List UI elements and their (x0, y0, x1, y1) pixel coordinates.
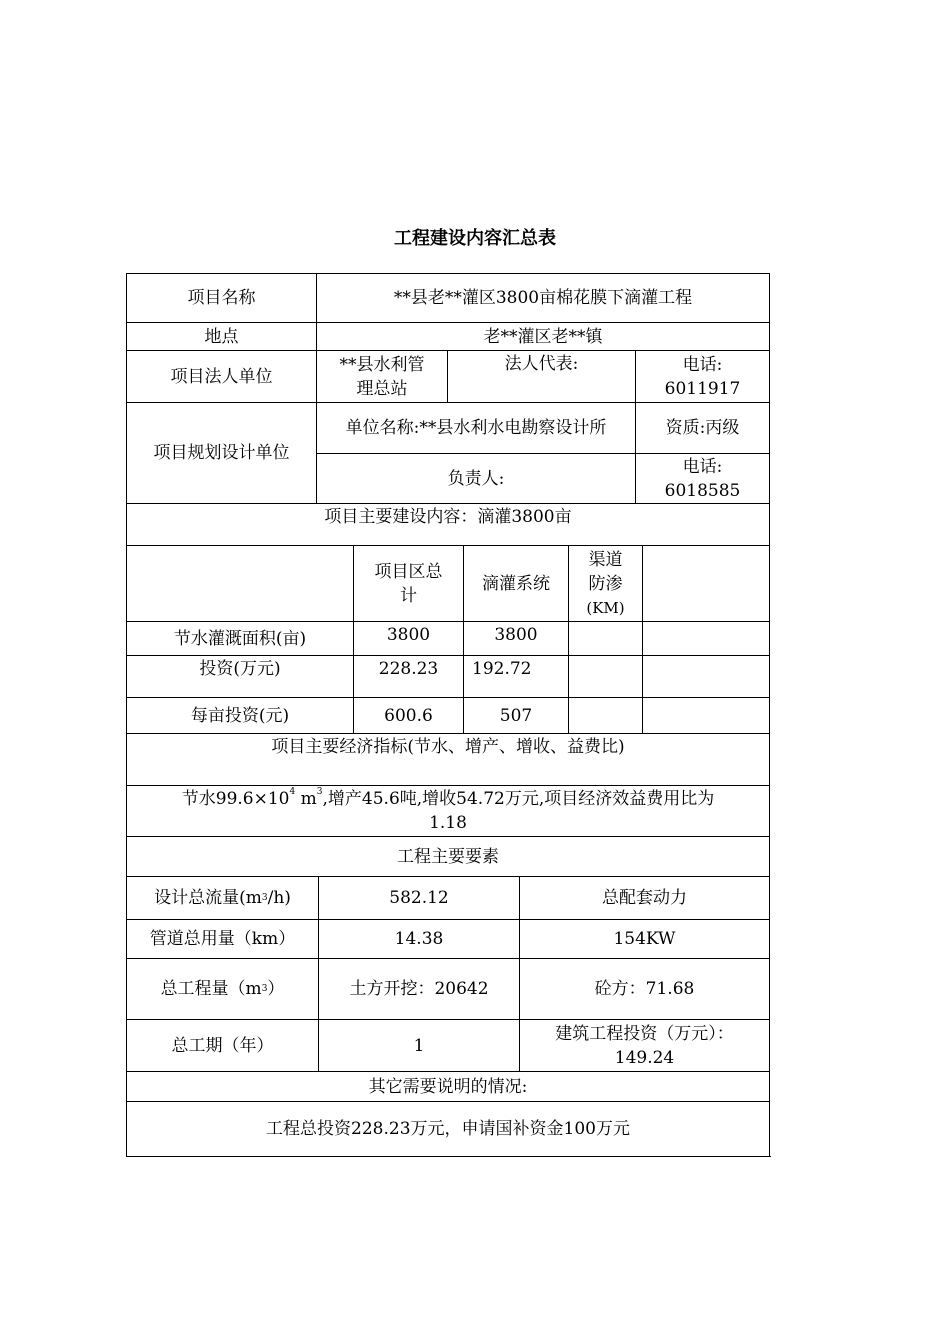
notes-text: 工程总投资228.23万元，申请国补资金100万元 (266, 1119, 630, 1139)
legal-phone-value: 6011917 (664, 378, 741, 399)
header-channel-line2: 防渗 (588, 573, 623, 594)
elements-heading: 工程主要要素 (397, 846, 499, 867)
economic-line1: 节水$99.6\times 10^4$ $m^3$,增产45.6吨,增收54.72万元,项目经济效益费用比为 (181, 787, 715, 809)
build-invest-line2: 149.24 (614, 1047, 675, 1068)
pipe-value: 14.38 (394, 929, 444, 949)
legal-phone (636, 351, 769, 402)
economic-text (127, 786, 769, 836)
header-total (354, 546, 463, 621)
legal-entity-unit (317, 351, 447, 402)
row-permu-total: 600.6 (384, 705, 433, 726)
concrete-value: 砼方：71.68 (594, 979, 695, 999)
row-permu-drip: 507 (499, 705, 533, 726)
legal-entity-label: 项目法人单位 (170, 366, 273, 387)
legal-entity-unit-line2: 理总站 (356, 378, 408, 399)
project-name-label: 项目名称 (187, 288, 256, 308)
main-content: 项目主要建设内容：滴灌3800亩 (324, 507, 572, 527)
economic-heading: 项目主要经济指标(节水、增产、增收、益费比) (271, 737, 625, 757)
location-label: 地点 (204, 326, 239, 347)
notes-heading: 其它需要说明的情况: (368, 1076, 528, 1097)
period-label: 总工期（年） (171, 1035, 274, 1056)
location-value: 老**灌区老**镇 (483, 326, 603, 347)
flow-label: 设计总流量(m 3 /h) (154, 888, 291, 908)
project-name-value: **县老**灌区3800亩棉花膜下滴灌工程 (393, 288, 693, 308)
header-channel-line3: (KM) (586, 598, 625, 617)
row-area-drip: 3800 (494, 625, 538, 645)
period-value: 1 (413, 1035, 425, 1056)
build-invest-line1: 建筑工程投资（万元）： (555, 1023, 734, 1044)
row-invest-total: 228.23 (378, 659, 439, 679)
design-phone-label: 电话: (682, 456, 723, 477)
flow-value: 582.12 (389, 888, 449, 908)
header-total-line1: 项目区总 (374, 561, 443, 582)
design-qualification: 资质:丙级 (665, 418, 740, 438)
economic-line2: 1.18 (429, 813, 467, 833)
design-phone-value: 6018585 (664, 480, 741, 501)
design-phone (636, 454, 769, 503)
legal-phone-label: 电话: (682, 354, 723, 375)
design-person-label: 负责人: (447, 468, 505, 489)
page-title: 工程建设内容汇总表 (394, 228, 556, 249)
work-label: 总工程量（m 3 ） (160, 979, 285, 999)
power-label: 总配套动力 (602, 888, 687, 908)
design-unit-label: 项目规划设计单位 (153, 443, 290, 463)
header-total-line2: 计 (400, 585, 417, 606)
power-value: 154KW (613, 929, 676, 949)
row-area-label: 节水灌溉面积(亩) (173, 628, 307, 649)
legal-rep-label: 法人代表: (504, 354, 579, 374)
design-unit-name: 单位名称:**县水利水电勘察设计所 (345, 418, 607, 438)
row-permu-label: 每亩投资(元) (190, 705, 290, 726)
legal-entity-unit-line1: **县水利管 (339, 354, 425, 375)
row-area-total: 3800 (386, 625, 431, 645)
header-channel (569, 546, 642, 621)
build-invest (520, 1020, 769, 1071)
header-channel-line1: 渠道 (588, 549, 623, 570)
row-invest-drip: 192.72 (472, 659, 532, 679)
row-invest-label: 投资(万元) (199, 659, 281, 679)
header-drip: 滴灌系统 (482, 573, 550, 594)
pipe-label: 管道总用量（km） (149, 929, 296, 949)
earth-value: 土方开挖：20642 (349, 979, 489, 999)
